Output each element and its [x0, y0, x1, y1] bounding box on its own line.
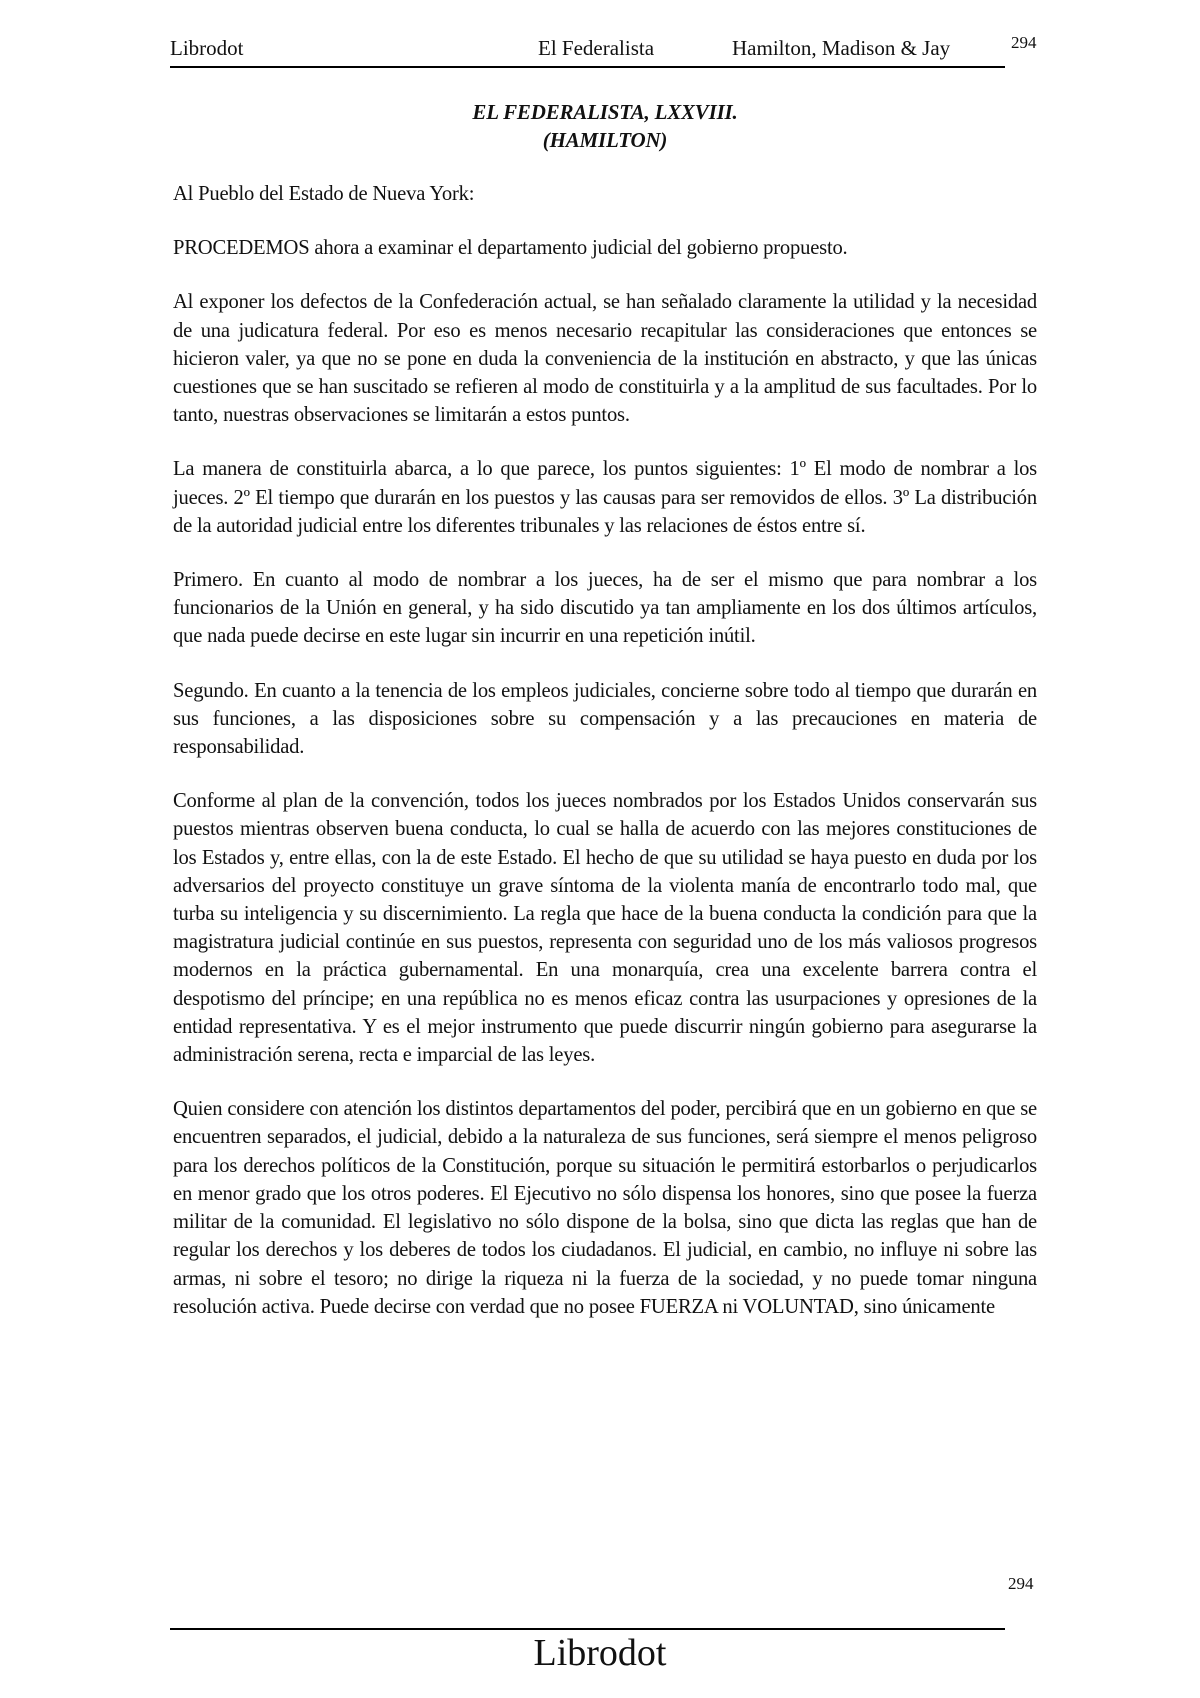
- footer-page-number: 294: [1008, 1574, 1034, 1593]
- paragraph: Conforme al plan de la convención, todos los jueces nombrados por los Estados Unidos conservarán sus puestos mientras observen buena conducta, lo cual se halla de acuerdo con las mejores constituciones de los Estados y, entre ellas, con la de este Estado. El hecho de que su utilidad se haya puesto en duda por los adversarios del proyecto constituye un grave síntoma de la violenta manía de encontrarlo todo mal, que turba su inteligencia y su discernimiento. La regla que hace de la buena conducta la condición para que la magistratura judicial continúe en sus puestos, representa con seguridad uno de los más valiosos progresos modernos en la práctica gubernamental. En una monarquía, crea una excelente barrera contra el despotismo del príncipe; en una república no es menos eficaz contra las usurpaciones y opresiones de la entidad representativa. Y es el mejor instrumento que puede discurrir ningún gobierno para asegurarse la administración serena, recta e imparcial de las leyes.: [173, 790, 1037, 1067]
- article-title-author: (HAMILTON): [542, 128, 668, 152]
- paragraph: PROCEDEMOS ahora a examinar el departamento judicial del gobierno propuesto.: [173, 237, 848, 260]
- header-book-title: El Federalista: [538, 36, 655, 60]
- paragraph: Segundo. En cuanto a la tenencia de los empleos judiciales, concierne sobre todo al tiempo que durarán en sus funciones, a las disposiciones sobre su compensación y a las precauciones en materia de responsabilidad.: [173, 679, 1037, 759]
- footer-brand: Librodot: [533, 1632, 667, 1674]
- article-title: [173, 98, 1037, 154]
- header-authors: Hamilton, Madison & Jay: [732, 36, 951, 60]
- paragraph: La manera de constituirla abarca, a lo que parece, los puntos siguientes: 1º El modo de nombrar a los jueces. 2º El tiempo que durarán en los puestos y las causas para ser removidos de ellos. 3º La distribución de la autoridad judicial entre los diferentes tribunales y las relaciones de éstos entre sí.: [173, 458, 1037, 537]
- header-site-name: Librodot: [170, 36, 244, 60]
- article-title-main: EL FEDERALISTA, LXXVIII.: [472, 100, 738, 124]
- paragraph: Primero. En cuanto al modo de nombrar a los jueces, ha de ser el mismo que para nombrar a los funcionarios de la Unión en general, y ha sido discutido ya tan ampliamente en los dos últimos artículos, que nada puede decirse en este lugar sin incurrir en una repetición inútil.: [173, 569, 1037, 648]
- salutation: Al Pueblo del Estado de Nueva York:: [173, 183, 475, 205]
- paragraph: Quien considere con atención los distintos departamentos del poder, percibirá que en un gobierno en que se encuentren separados, el judicial, debido a la naturaleza de sus funciones, será siempre el menos peligroso para los derechos políticos de la Constitución, porque su situación le permitirá estorbarlos o perjudicarlos en menor grado que los otros poderes. El Ejecutivo no sólo dispensa los honores, sino que posee la fuerza militar de la comunidad. El legislativo no sólo dispone de la bolsa, sino que dicta las reglas que han de regular los derechos y los deberes de todos los ciudadanos. El judicial, en cambio, no influye ni sobre las armas, ni sobre el tesoro; no dirige la riqueza ni la fuerza de la sociedad, y no puede tomar ninguna resolución activa. Puede decirse con verdad que no posee FUERZA ni VOLUNTAD, sino únicamente: [173, 1098, 1037, 1318]
- header-page-number: 294: [1011, 33, 1037, 52]
- article-body: [173, 98, 1037, 1321]
- paragraph: Al exponer los defectos de la Confederación actual, se han señalado claramente la utilidad y la necesidad de una judicatura federal. Por eso es menos necesario recapitular las consideraciones que entonces se hicieron valer, ya que no se pone en duda la conveniencia de la institución en abstracto, y que las únicas cuestiones que se han suscitado se refieren al modo de constituirla y a la amplitud de sus facultades. Por lo tanto, nuestras observaciones se limitarán a estos puntos.: [173, 291, 1037, 427]
- running-header: [170, 33, 1037, 68]
